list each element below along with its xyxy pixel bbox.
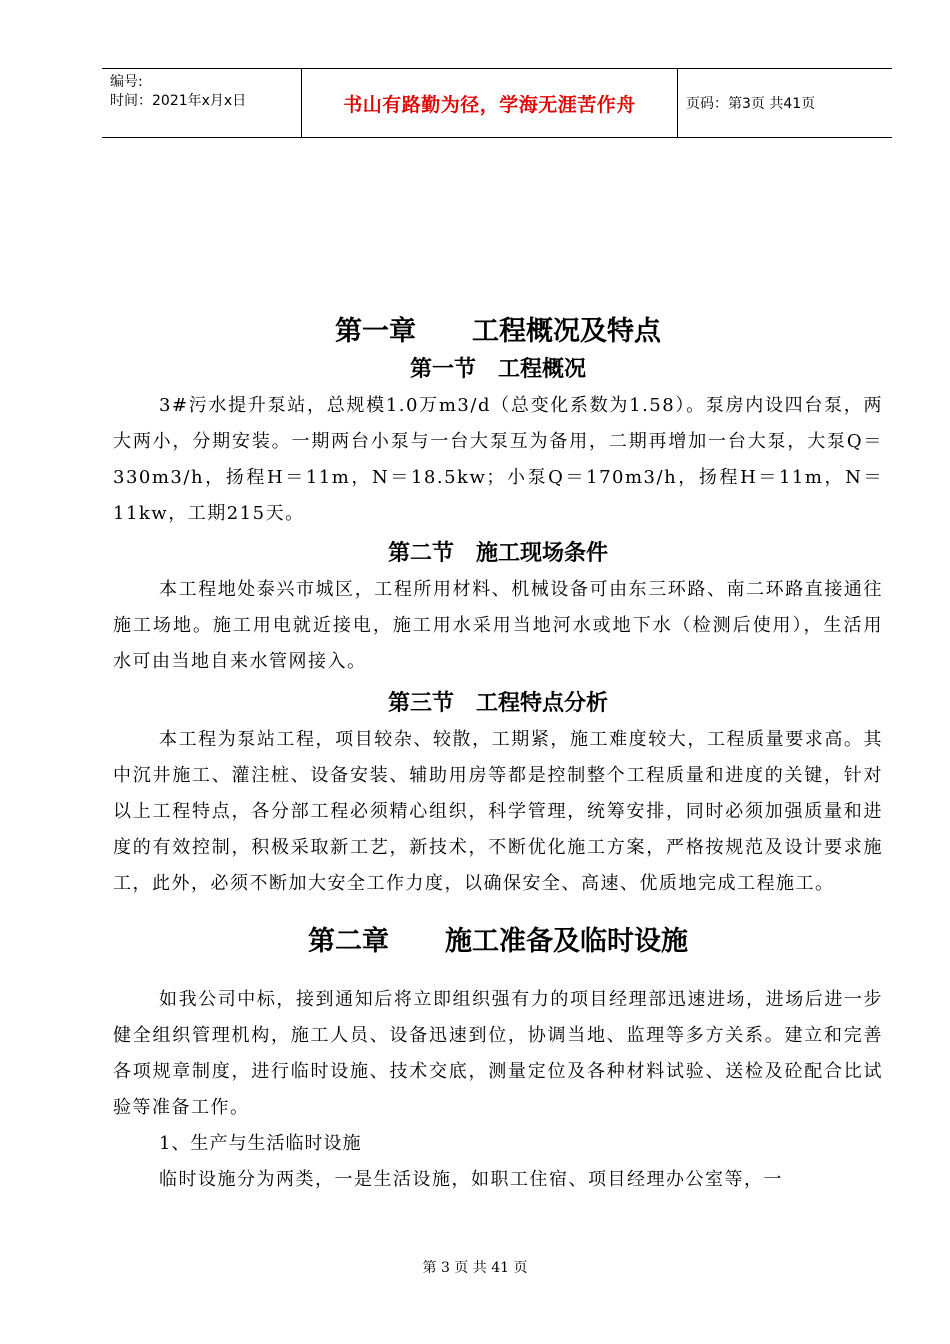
section-1-heading [113, 352, 883, 388]
section-2-title: 施工现场条件 [476, 541, 609, 566]
header-motto: 书山有路勤为径，学海无涯苦作舟 [302, 69, 678, 137]
document-body [113, 312, 883, 1198]
chapter-2-paragraph: 如我公司中标，接到通知后将立即组织强有力的项目经理部迅速进场，进场后进一步健全组织管理机构，施工人员、设备迅速到位，协调当地、监理等多方关系。建立和完善各项规章制度，进行临时设施、技术交底，测量定位及各种材料试验、送检及砼配合比试验等准备工作。 [113, 989, 883, 1118]
header-page-info: 页码：第3页 共41页 [686, 96, 816, 112]
section-1-paragraph: 3#污水提升泵站，总规模1.0万m3/d（总变化系数为1.58）。泵房内设四台泵，两大两小，分期安装。一期两台小泵与一台大泵互为备用，二期再增加一台大泵，大泵Q＝330m3/h，扬程H＝11m，N＝18.5kw；小泵Q＝170m3/h，扬程H＝11m，N＝11kw，工期215天。 [113, 395, 883, 524]
section-1-number: 第一节 [409, 357, 476, 382]
section-2-paragraph: 本工程地处泰兴市城区，工程所用材料、机械设备可由东三环路、南二环路直接通往施工场地。施工用电就近接电，施工用水采用当地河水或地下水（检测后使用），生活用水可由当地自来水管网接入。 [113, 579, 883, 672]
section-3-paragraph: 本工程为泵站工程，项目较杂、较散，工期紧，施工难度较大，工程质量要求高。其中沉井施工、灌注桩、设备安装、辅助用房等都是控制整个工程质量和进度的关键，针对以上工程特点，各分部工程必须精心组织，科学管理，统筹安排，同时必须加强质量和进度的有效控制，积极采取新工艺，新技术，不断优化施工方案，严格按规范及设计要求施工，此外，必须不断加大安全工作力度，以确保安全、高速、优质地完成工程施工。 [113, 729, 883, 894]
section-3-title: 工程特点分析 [476, 691, 609, 716]
chapter-1-number: 第一章 [335, 316, 416, 347]
list-item-1: 1、生产与生活临时设施 [159, 1133, 362, 1154]
header-date: 时间：2021年x月x日 [110, 93, 247, 109]
chapter-2-number: 第二章 [308, 926, 389, 957]
chapter-2-title: 施工准备及临时设施 [445, 926, 688, 957]
chapter-2-paragraph-2: 临时设施分为两类，一是生活设施，如职工住宿、项目经理办公室等，一 [159, 1169, 783, 1190]
section-3-number: 第三节 [387, 691, 454, 716]
section-2-heading [113, 536, 883, 572]
section-1-title: 工程概况 [498, 357, 587, 382]
section-2-number: 第二节 [387, 541, 454, 566]
header-code-label: 编号: [110, 74, 143, 90]
chapter-2-heading [113, 922, 883, 962]
header-meta [102, 69, 302, 137]
page-footer: 第 3 页 共 41 页 [422, 1260, 528, 1276]
chapter-1-heading [113, 312, 883, 352]
section-3-heading [113, 686, 883, 722]
page-header [102, 68, 892, 138]
chapter-1-title: 工程概况及特点 [472, 316, 661, 347]
